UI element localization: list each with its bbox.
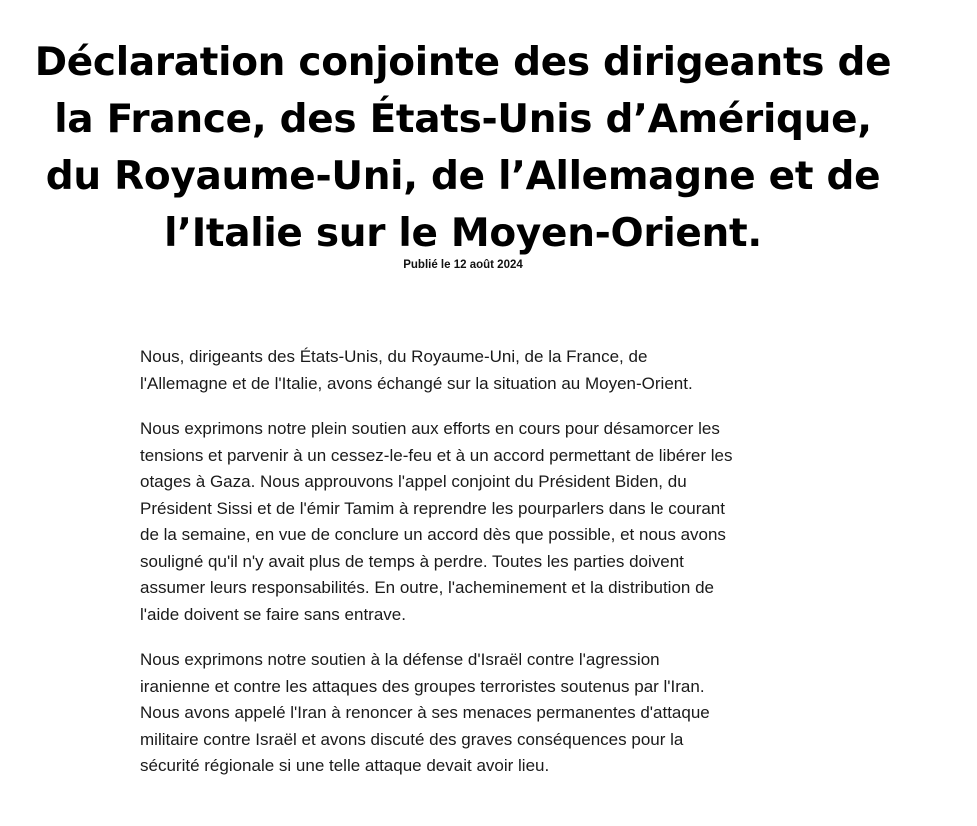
publication-date: Publié le 12 août 2024	[403, 259, 523, 271]
paragraph-line: l'Allemagne et de l'Italie, avons échangé sur la situation au Moyen-Orient.	[140, 373, 693, 393]
paragraph-line: iranienne et contre les attaques des groupes terroristes soutenus par l'Iran.	[140, 676, 705, 696]
title-line: Déclaration conjointe des dirigeants de	[34, 40, 892, 85]
paragraph-line: sécurité régionale si une telle attaque devait avoir lieu.	[140, 756, 550, 775]
page-title	[32, 34, 894, 262]
paragraph-line: souligné qu'il n'y avait plus de temps à perdre. Toutes les parties doivent	[140, 551, 684, 571]
paragraph-line: otages à Gaza. Nous approuvons l'appel conjoint du Président Biden, du	[140, 472, 687, 491]
paragraph-line: assumer leurs responsabilités. En outre, l'acheminement et la distribution de	[140, 578, 714, 597]
title-line: l’Italie sur le Moyen-Orient.	[164, 211, 762, 256]
paragraph-line: Nous, dirigeants des États-Unis, du Royaume-Uni, de la France, de	[140, 347, 648, 366]
paragraph-3	[140, 647, 808, 780]
article-body	[140, 344, 808, 799]
paragraph-line: l'aide doivent se faire sans entrave.	[140, 604, 406, 624]
paragraph-line: Nous exprimons notre plein soutien aux efforts en cours pour désamorcer les	[140, 419, 720, 438]
title-line: la France, des États-Unis d’Amérique,	[54, 97, 872, 142]
paragraph-line: tensions et parvenir à un cessez-le-feu et à un accord permettant de libérer les	[140, 445, 733, 465]
paragraph-line: militaire contre Israël et avons discuté des graves conséquences pour la	[140, 729, 684, 749]
paragraph-line: de la semaine, en vue de conclure un accord dès que possible, et nous avons	[140, 525, 726, 544]
title-line: du Royaume-Uni, de l’Allemagne et de	[45, 154, 881, 199]
paragraph-1	[140, 344, 808, 397]
paragraph-line: Président Sissi et de l'émir Tamim à reprendre les pourparlers dans le courant	[140, 498, 725, 518]
paragraph-line: Nous avons appelé l'Iran à renoncer à ses menaces permanentes d'attaque	[140, 703, 710, 722]
paragraph-2	[140, 416, 808, 628]
paragraph-line: Nous exprimons notre soutien à la défense d'Israël contre l'agression	[140, 650, 660, 669]
